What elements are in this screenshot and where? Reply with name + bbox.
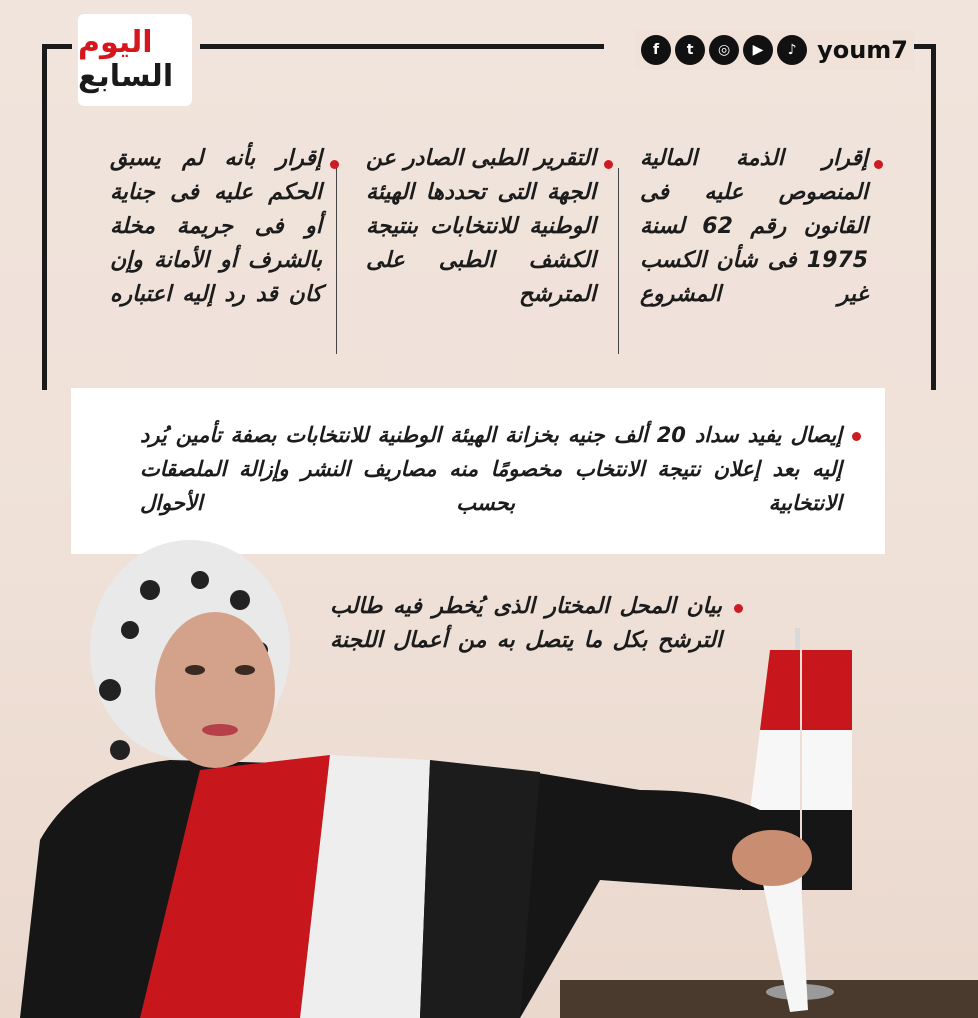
column-2-text: التقرير الطبى الصادر عن الجهة التى تحددها الهيئة الوطنية للانتخابات بنتيجة الكشف الطبى على المترشح [366, 146, 596, 307]
logo-line-1: اليوم [78, 25, 153, 60]
box-bullet [852, 432, 861, 441]
facebook-icon[interactable]: f [641, 35, 671, 65]
twitter-icon[interactable]: t [675, 35, 705, 65]
column-3-bullet [330, 160, 339, 169]
bottom-bullet [734, 604, 743, 613]
brand-social-bar [635, 30, 914, 70]
column-2-bullet [604, 160, 613, 169]
frame-top-middle [200, 44, 604, 49]
column-3-text: إقرار بأنه لم يسبق الحكم عليه فى جناية أو فى جريمة مخلة بالشرف أو الأمانة وإن كان قد رد إليه اعتباره [110, 146, 322, 307]
youm7-logo[interactable] [78, 14, 192, 106]
brand-name: youm7 [817, 36, 908, 64]
logo-line-2: السابع [78, 59, 174, 94]
bottom-text: بيان المحل المختار الذى يُخطر فيه طالب الترشح بكل ما يتصل به من أعمال اللجنة [330, 594, 722, 653]
frame-right [931, 44, 936, 390]
frame-left [42, 44, 47, 390]
box-text: إيصال يفيد سداد 20 ألف جنيه بخزانة الهيئة الوطنية للانتخابات بصفة تأمين يُرد إليه بعد إعلان نتيجة الانتخاب مخصومًا منه مصاريف النشر وإزالة الملصقات الانتخابية بحسب الأحوال [140, 423, 842, 515]
tiktok-icon[interactable]: ♪ [777, 35, 807, 65]
column-1-text: إقرار الذمة المالية المنصوص عليه فى القانون رقم 62 لسنة 1975 فى شأن الكسب غير المشروع [640, 146, 868, 307]
column-divider-2 [336, 168, 337, 354]
instagram-icon[interactable]: ◎ [709, 35, 739, 65]
youtube-icon[interactable]: ▶ [743, 35, 773, 65]
column-1-bullet [874, 160, 883, 169]
column-divider-1 [618, 168, 619, 354]
